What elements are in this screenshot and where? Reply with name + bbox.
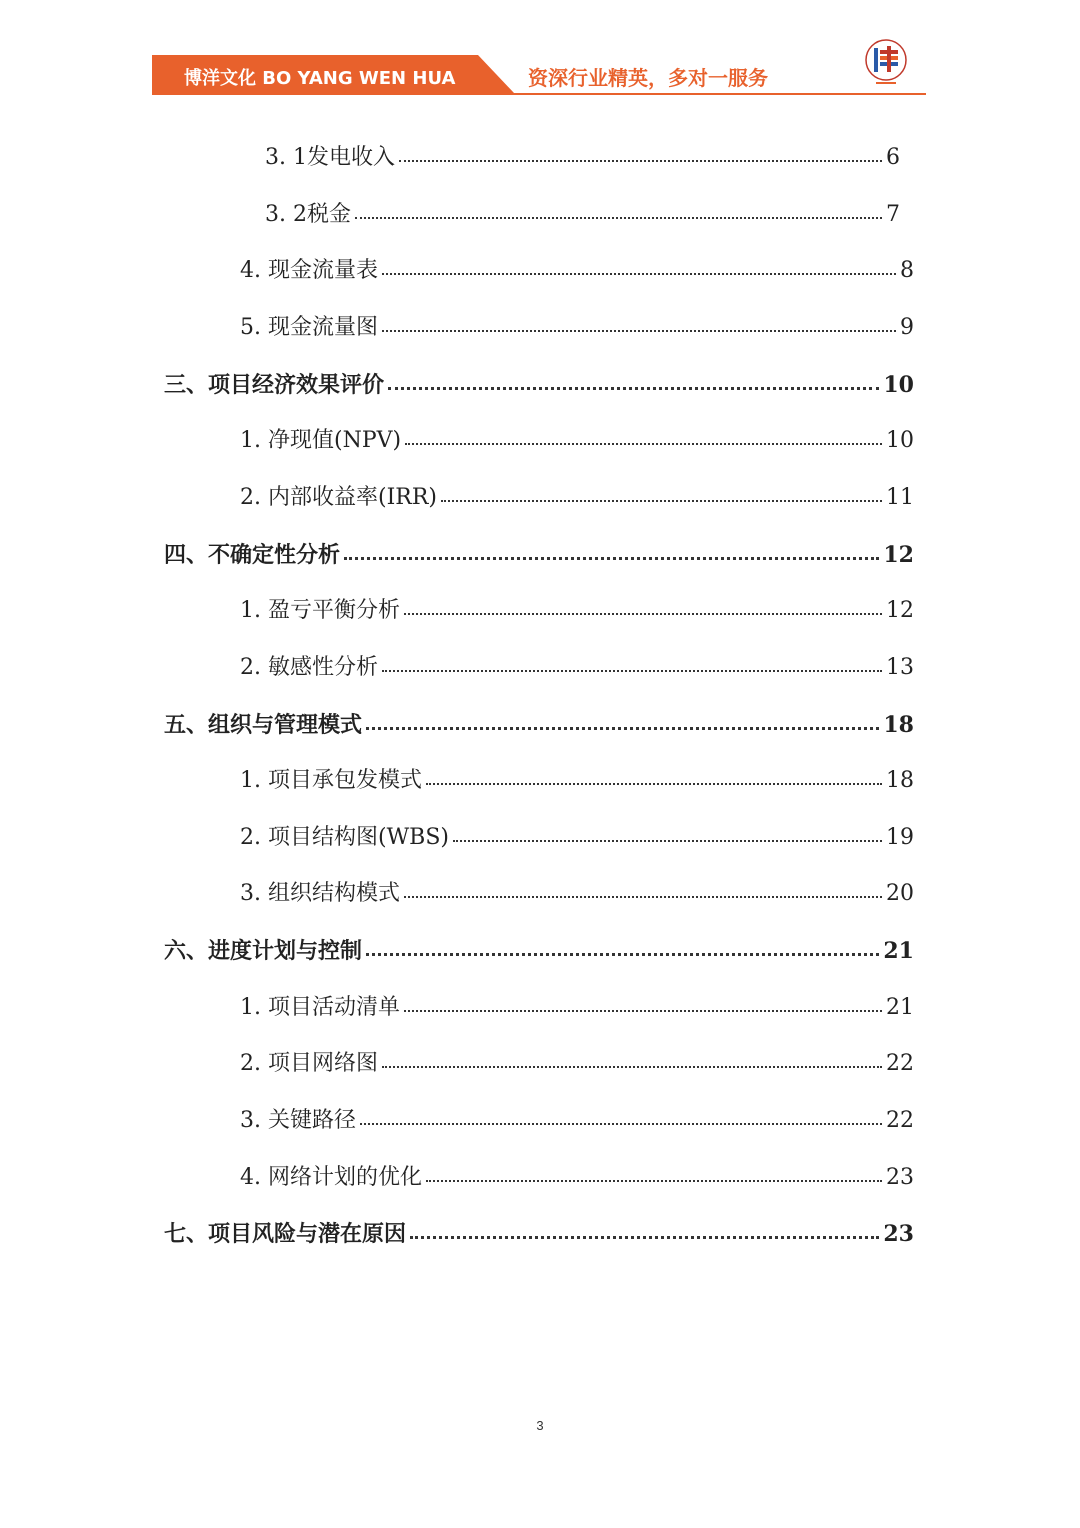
toc-entry[interactable]	[164, 369, 914, 401]
toc-entry[interactable]	[240, 1105, 914, 1137]
toc-dot-leader	[382, 1064, 882, 1068]
toc-entry[interactable]	[164, 1218, 914, 1250]
toc-entry-page: 12	[886, 598, 914, 623]
toc-entry[interactable]	[240, 255, 914, 287]
toc-entry-page: 22	[886, 1108, 914, 1133]
toc-entry-page: 23	[886, 1165, 914, 1190]
toc-entry-page: 10	[883, 372, 914, 398]
page-header	[152, 52, 926, 98]
toc-entry-title: 1. 项目活动清单	[240, 995, 400, 1020]
footer-page-number: 3	[536, 1418, 544, 1433]
toc-entry-page: 6	[886, 145, 900, 170]
toc-entry-page: 19	[886, 825, 914, 850]
toc-dot-leader	[382, 328, 896, 332]
toc-entry-page: 13	[886, 655, 914, 680]
header-rule	[152, 93, 926, 95]
toc-entry-title: 4. 现金流量表	[240, 258, 378, 283]
boyang-seal-icon	[862, 38, 910, 86]
toc-entry-page: 8	[900, 258, 914, 283]
toc-entry[interactable]	[240, 1048, 914, 1080]
toc-dot-leader	[426, 1178, 882, 1182]
toc-entry-page: 9	[900, 315, 914, 340]
toc-dot-leader	[404, 894, 882, 898]
toc-entry-title: 1. 净现值(NPV)	[240, 428, 402, 453]
toc-entry-title: 2. 内部收益率(IRR)	[240, 485, 437, 510]
toc-entry-page: 10	[886, 428, 914, 453]
toc-entry-page: 12	[883, 542, 914, 568]
toc-entry-title: 5. 现金流量图	[240, 315, 378, 340]
toc-entry-title: 2. 敏感性分析	[240, 655, 378, 680]
toc-entry-page: 21	[886, 995, 914, 1020]
toc-dot-leader	[366, 951, 879, 956]
toc-entry[interactable]	[240, 878, 914, 910]
toc-entry-title: 1. 盈亏平衡分析	[240, 598, 400, 623]
toc-entry[interactable]	[240, 482, 914, 514]
toc-dot-leader	[404, 1008, 882, 1012]
toc-entry-title: 2. 项目网络图	[240, 1051, 378, 1076]
toc-entry-title: 七、项目风险与潜在原因	[164, 1221, 407, 1247]
toc-entry-title: 3. 2税金	[265, 202, 351, 227]
toc-entry[interactable]	[240, 822, 914, 854]
toc-dot-leader	[388, 385, 879, 390]
toc-entry[interactable]	[240, 1162, 914, 1194]
toc-entry[interactable]	[240, 992, 914, 1024]
toc-dot-leader	[344, 555, 879, 560]
toc-entry-page: 20	[886, 881, 914, 906]
toc-entry-title: 4. 网络计划的优化	[240, 1165, 422, 1190]
toc-entry-page: 11	[886, 485, 914, 510]
toc-entry-page: 18	[883, 712, 914, 738]
toc-entry-page: 18	[886, 768, 914, 793]
toc-dot-leader	[382, 668, 882, 672]
toc-entry-title: 六、进度计划与控制	[164, 938, 363, 964]
toc-entry-title: 2. 项目结构图(WBS)	[240, 825, 450, 850]
toc-dot-leader	[360, 1121, 882, 1125]
toc-entry-title: 五、组织与管理模式	[164, 712, 363, 738]
toc-dot-leader	[404, 611, 882, 615]
toc-entry[interactable]	[240, 652, 914, 684]
header-slogan: 资深行业精英，多对一服务	[528, 66, 768, 90]
toc-dot-leader	[453, 838, 882, 842]
toc-entry[interactable]	[265, 199, 900, 231]
toc-entry-title: 3. 1发电收入	[265, 145, 395, 170]
toc-entry-title: 四、不确定性分析	[164, 542, 341, 568]
toc-entry-page: 7	[886, 202, 900, 227]
toc-entry-title: 3. 关键路径	[240, 1108, 356, 1133]
toc-dot-leader	[426, 781, 882, 785]
header-brand: 博洋文化 BO YANG WEN HUA	[184, 68, 456, 89]
toc-entry-page: 22	[886, 1051, 914, 1076]
toc-entry[interactable]	[240, 312, 914, 344]
toc-entry[interactable]	[240, 595, 914, 627]
toc-dot-leader	[399, 158, 882, 162]
toc-dot-leader	[405, 441, 882, 445]
toc-dot-leader	[441, 498, 882, 502]
toc-entry-title: 三、项目经济效果评价	[164, 372, 385, 398]
toc-entry-title: 1. 项目承包发模式	[240, 768, 422, 793]
toc-entry[interactable]	[240, 425, 914, 457]
toc-entry[interactable]	[240, 765, 914, 797]
toc-entry-page: 21	[883, 938, 914, 964]
toc-entry[interactable]	[265, 142, 900, 174]
toc-dot-leader	[382, 271, 896, 275]
toc-dot-leader	[355, 215, 882, 219]
toc-entry-title: 3. 组织结构模式	[240, 881, 400, 906]
toc-entry[interactable]	[164, 935, 914, 967]
toc-dot-leader	[410, 1234, 879, 1239]
toc-entry-page: 23	[883, 1221, 914, 1247]
toc-entry[interactable]	[164, 709, 914, 741]
toc-entry[interactable]	[164, 539, 914, 571]
toc-dot-leader	[366, 725, 879, 730]
